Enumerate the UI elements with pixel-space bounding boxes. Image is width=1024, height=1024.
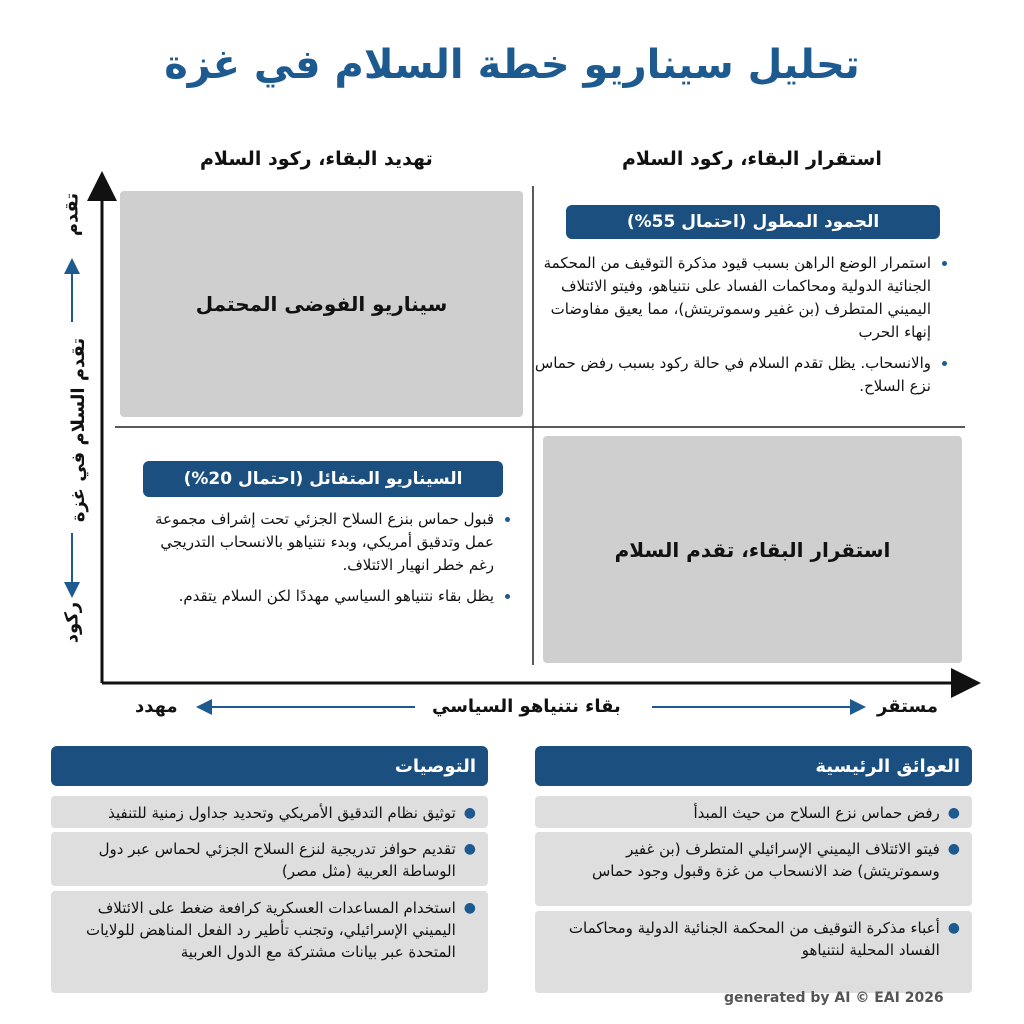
quadrant-top-right-title: الجمود المطول (احتمال 55%) [566, 205, 940, 239]
quadrant-top-left-label: سيناريو الفوضى المحتمل [195, 292, 448, 316]
obstacle-text: رفض حماس نزع السلاح من حيث المبدأ [693, 804, 940, 822]
list-item: • قبول حماس بنزع السلاح الجزئي تحت إشراف مجموعة عمل وتدقيق أمريكي، وبدء نتنياهو بالانسحاب التدريجي رغم خطر انهيار الائتلاف. [148, 508, 494, 577]
recommendation-card-1 [51, 796, 488, 828]
quadrant-bottom-right-label: استقرار البقاء، تقدم السلام [614, 537, 891, 562]
recommendation-card-3 [51, 891, 488, 993]
quadrant-bottom-right [543, 436, 962, 663]
column-header-left: تهديد البقاء، ركود السلام [200, 148, 433, 170]
obstacle-card-2 [535, 832, 972, 906]
x-label-right: مستقر [877, 696, 938, 717]
quadrant-top-left [120, 191, 523, 417]
bullet-icon: ● [947, 805, 960, 821]
y-label-middle: تقدم السلام في غزة [68, 337, 89, 523]
bullet-icon: ● [463, 900, 476, 916]
obstacle-text: فيتو الائتلاف اليميني الإسرائيلي المتطرف (بن غفير وسموتريتش) ضد الانسحاب من غزة وقبول وجود حماس [591, 840, 940, 880]
obstacle-card-3 [535, 911, 972, 993]
list-item: • يظل بقاء نتنياهو السياسي مهددًا لكن السلام يتقدم. [148, 585, 494, 608]
bullet-icon: ● [947, 841, 960, 857]
quadrant-bottom-left-bullets [148, 508, 512, 616]
list-item: • والانسحاب. يظل تقدم السلام في حالة ركود بسبب رفض حماس نزع السلاح. [524, 352, 931, 398]
bullet-icon: ● [463, 805, 476, 821]
x-label-left: مهدد [135, 696, 178, 717]
bullet-icon: ● [947, 920, 960, 936]
quadrant-top-right-bullets [524, 252, 949, 406]
recommendation-card-2 [51, 832, 488, 886]
obstacle-text: أعباء مذكرة التوقيف من المحكمة الجنائية الدولية ومحاكمات الفساد المحلية لنتنياهو [568, 919, 940, 959]
y-label-top: تقدم [61, 192, 83, 237]
page-title: تحليل سيناريو خطة السلام في غزة [164, 42, 860, 88]
footer-credit: generated by AI © EAI 2026 [724, 990, 944, 1006]
obstacle-card-1 [535, 796, 972, 828]
obstacles-heading: العوائق الرئيسية [535, 746, 972, 786]
recommendation-text: استخدام المساعدات العسكرية كرافعة ضغط على الائتلاف اليميني الإسرائيلي، وتجنب تأطير رد الفعل المناهض للولايات المتحدة عبر بيانات مشتركة مع الدول العربية [85, 899, 456, 961]
list-item: • استمرار الوضع الراهن بسبب قيود مذكرة التوقيف من المحكمة الجنائية الدولية ومحاكمات الفساد على نتنياهو، وفيتو الائتلاف اليميني المتطرف (بن غفير وسموتريتش)، مما يعيق مفاوضات إنهاء الحرب [524, 252, 931, 344]
recommendations-heading: التوصيات [51, 746, 488, 786]
quadrant-bottom-left-title: السيناريو المتفائل (احتمال 20%) [143, 461, 503, 497]
x-label-middle: بقاء نتنياهو السياسي [432, 696, 621, 717]
y-label-bottom: ركود [61, 601, 83, 644]
recommendation-text: توثيق نظام التدقيق الأمريكي وتحديد جداول زمنية للتنفيذ [108, 804, 456, 822]
recommendation-text: تقديم حوافز تدريجية لنزع السلاح الجزئي لحماس عبر دول الوساطة العربية (مثل مصر) [98, 840, 456, 880]
column-header-right: استقرار البقاء، ركود السلام [622, 148, 882, 170]
bullet-icon: ● [463, 841, 476, 857]
